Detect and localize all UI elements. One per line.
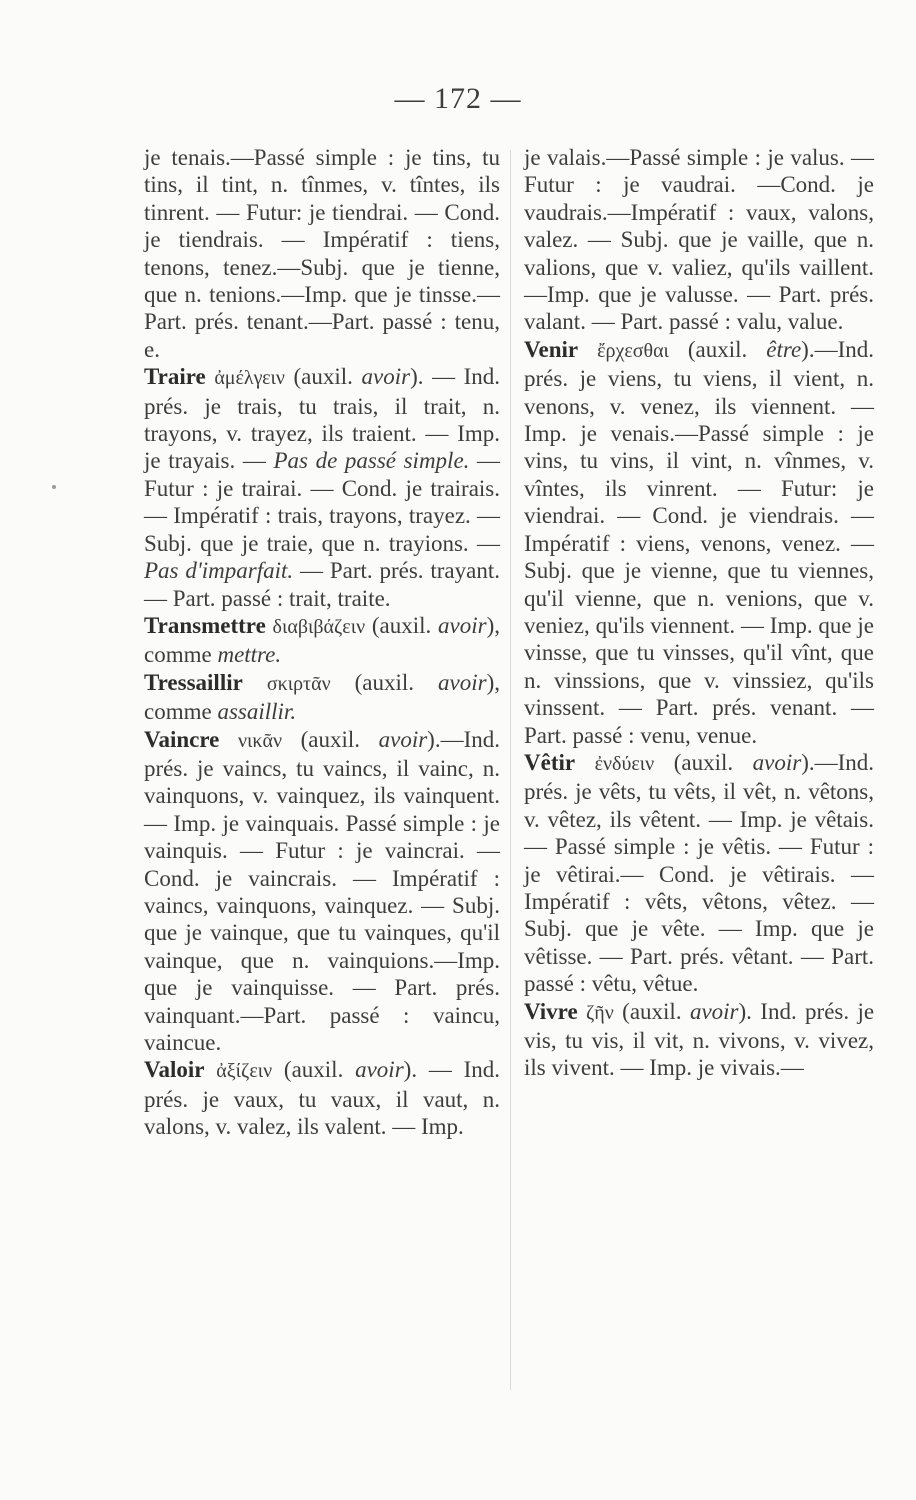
entry-text: — Part. prés. trayant. — Part. passé : trait, traite. [144,558,500,611]
model-verb: mettre. [217,642,282,668]
aux-verb: être [766,336,802,362]
entry-tenir-continued [144,144,500,363]
right-column [524,144,874,1082]
aux-label: (auxil. [673,749,734,775]
aux-verb: avoir [752,749,802,775]
entry-text: —Ind. prés. je viens, tu viens, il vient, n. venons, v. venez, ils viennent. — Imp. je venais.—Passé simple : je vins, tu vins, il vint, n. vînmes, v. vîntes, ils vinrent. — Futur: je viendrai. — Cond. je viendrais. — Impératif : viens, venons, venez. — Subj. que je vienne, que tu viennes, qu'il vienne, que n. venions, que v. veniez, qu'ils viennent. — Imp. que je vinsse, que tu vinsses, qu'il vînt, que n. vinssions, que v. vinssiez, qu'ils vinssent. — Part. prés. venant. — Part. passé : venu, venue. [524,336,874,748]
greek-gloss: ἐνδύειν [594,752,655,775]
headword: Vêtir [524,749,576,775]
aux-close: ). [801,749,815,775]
greek-gloss: ἀξίζειν [216,1060,273,1083]
column-rule [510,150,511,1390]
aux-label: (auxil. [300,726,361,752]
headword: Tressaillir [144,669,243,695]
entry-vetir [524,749,874,998]
aux-close: ). [403,1057,418,1083]
greek-gloss: νικᾶν [237,729,283,752]
aux-verb: avoir [438,612,487,638]
aux-verb: avoir [361,364,411,390]
aux-verb: avoir [438,669,487,695]
aux-verb: avoir [378,726,428,752]
entry-text: Ind. prés. je vis, tu vis, il vit, n. vivons, v. vivez, ils vivent. — Imp. je vivais.— [524,998,875,1081]
entry-traire [144,363,500,612]
entry-text: je valais.—Passé simple : je valus. — Futur : je vaudrai. —Cond. je vaudrais.—Impératif : vaux, valons, valez. — Subj. que je vaille, que n. valions, que v. valiez, qu'ils vaillent.—Imp. que je valusse. — Part. prés. valant. — Part. passé : valu, value. [524,145,874,335]
entry-transmettre [144,612,500,669]
entry-tressaillir [144,669,500,726]
entry-text: —Ind. prés. je vêts, tu vêts, il vêt, n. vêtons, v. vêtez, ils vêtent. — Imp. je vêtais. — Passé simple : je vêtis. — Futur : je vêtirai.— Cond. je vêtirais. — Impératif : vêts, vêtons, vêtez. — Subj. que je vête. — Imp. que je vêtisse. — Part. prés. vêtant. — Part. passé : vêtu, vêtue. [524,749,875,997]
entry-text: — Futur : je trairai. — Cond. je trairais. — Impératif : trais, trayons, trayez. — Subj. que je traie, que n. trayions. — [144,448,501,556]
entry-text: je tenais.—Passé simple : je tins, tu tins, il tint, n. tînmes, v. tîntes, ils tinrent. — Futur: je tiendrai. — Cond. je tiendrais. — Impératif : tiens, tenons, tenez.—Subj. que je tienne, que n. tenions.—Imp. que je tinsse.—Part. prés. tenant.—Part. passé : tenu, e. [144,145,500,362]
aux-label: (auxil. [283,1057,344,1083]
entry-note: Pas d'imparfait. [144,558,294,584]
aux-label: (auxil. [354,669,415,695]
entry-valoir [144,1056,500,1140]
entry-note: Pas de passé simple. [273,448,470,474]
aux-verb: avoir [355,1057,404,1083]
headword: Vaincre [144,726,220,752]
headword: Transmettre [144,612,266,638]
entry-valoir-continued [524,144,874,336]
greek-gloss: ἀμέλγειν [214,367,285,390]
model-verb: assaillir. [217,699,297,725]
aux-label: (auxil. [687,336,748,362]
entry-text: ), comme [144,612,501,668]
headword: Valoir [144,1057,205,1083]
aux-close: ). [427,726,441,752]
entry-text: — Ind. prés. je trais, tu trais, il trait, n. trayons, v. trayez, ils traient. — Imp. je trayais. — [144,364,501,474]
aux-label: (auxil. [293,364,353,390]
aux-verb: avoir [689,998,739,1024]
aux-close: ). [410,364,424,390]
greek-gloss: διαβιβάζειν [272,615,366,638]
entry-venir [524,336,874,749]
aux-close: ). [738,998,752,1024]
aux-label: (auxil. [371,612,432,638]
entry-vaincre [144,726,500,1057]
aux-label: (auxil. [622,998,682,1024]
entry-text: —Ind. prés. je vaincs, tu vaincs, il vainc, n. vainquons, v. vainquez, ils vainquent. — Imp. je vainquais. Passé simple : je vainquis. — Futur : je vaincrai. — Cond. je vaincrais. — Impératif : vaincs, vainquons, vainquez. — Subj. que je vainque, que tu vainques, qu'il vainque, que n. vainquions.—Imp. que je vainquisse. — Part. prés. vainquant.—Part. passé : vaincu, vaincue. [144,726,501,1055]
speck [52,485,56,489]
entry-text: — Ind. prés. je vaux, tu vaux, il vaut, n. valons, v. valez, ils valent. — Imp. [144,1057,501,1140]
page-number: — 172 — [394,82,522,115]
entry-vivre [524,998,874,1082]
headword: Traire [144,364,206,390]
greek-gloss: σκιρτᾶν [266,672,331,695]
headword: Vivre [524,998,578,1024]
entry-text: ), comme [144,669,501,725]
headword: Venir [524,336,579,362]
aux-close: ). [801,336,815,362]
greek-gloss: ζῆν [586,1001,614,1024]
greek-gloss: ἔρχεσθαι [597,339,669,362]
left-column [144,144,500,1141]
